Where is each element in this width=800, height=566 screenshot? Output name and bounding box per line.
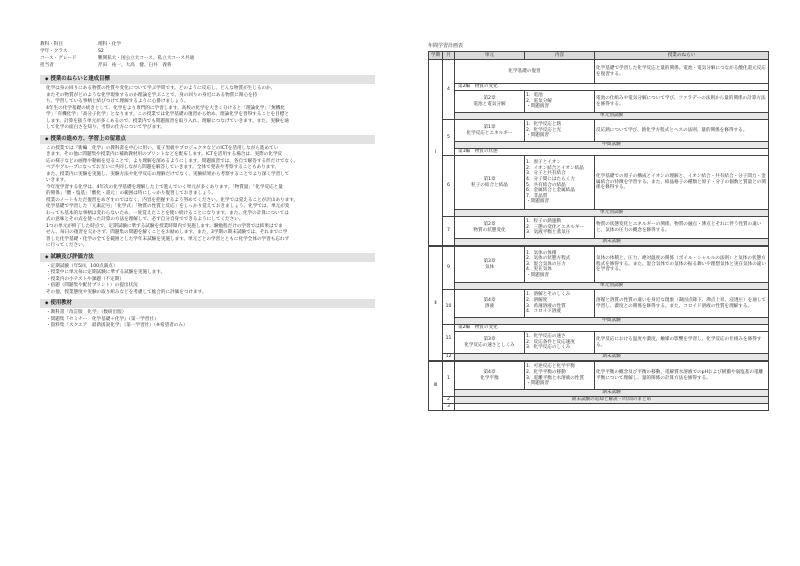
term-cell: Ⅰ	[429, 60, 443, 246]
meta-row	[40, 42, 375, 49]
unit-cell: 第4章 化学平衡	[455, 362, 525, 390]
table-row	[429, 247, 769, 283]
body-line: ・授業中に単元毎に定期試験に準ずる試験を実施します。	[46, 270, 166, 275]
month-cell: 10	[443, 290, 455, 325]
month-cell: 3	[443, 404, 455, 411]
term-cell: Ⅱ	[429, 247, 443, 361]
unit-cell: 化学基礎の復習	[455, 60, 595, 84]
table-header-row	[429, 52, 769, 60]
body-line: その他、授業態度や実験の取り組みなどを考慮して総合的に評価をつけます。	[46, 289, 207, 295]
body-line: します。計算を扱う単元が多くあるので、授業内でも問題演習を取り入れ、理解につなげていきます。また、実験を通	[46, 118, 289, 124]
unit-cell: 第2章 物質の状態変化	[455, 217, 525, 239]
meta-label: 学年・クラス	[40, 49, 68, 54]
aim-cell: 化学基礎で学習した化学反応と量的関係、電池・電気分解につながる酸化還元反応を復習する。	[595, 60, 769, 84]
month-cell: 6	[443, 156, 455, 217]
body-line: 学」「有機化学」「高分子化学」となります。この授業では化学基礎の復習から始め、理論化学を習得することを目標と	[46, 112, 289, 117]
band-cell: 第1編 物質の状態	[455, 149, 769, 156]
section-title: 使用教材	[50, 300, 73, 306]
band-cell: 期末試験の返却と解説・Ⅰ年間のまとめ	[455, 397, 769, 404]
table-row	[429, 156, 769, 210]
table-row	[429, 239, 769, 246]
table-row	[429, 290, 769, 318]
band-cell: 第2編 物質の変化	[455, 325, 769, 332]
table-row	[429, 404, 769, 411]
col-header: 月	[443, 52, 455, 60]
col-header: 学期	[429, 52, 443, 60]
aim-cell: 化学平衡の概念及び平衡の移動、電解質水溶液でのpHおよび緩衝や弱塩基の電離平衡について理解し、量的関係の計算方法を修得する。	[595, 362, 769, 390]
meta-row	[40, 56, 375, 63]
meta-row	[40, 49, 375, 56]
month-cell: 9	[443, 247, 455, 290]
section-body-materials	[46, 310, 375, 330]
body-line: ・宿題（問題集や配付プリント）の提出状況	[46, 283, 138, 288]
col-header: 単元	[455, 52, 525, 60]
band-cell: 中間試験	[455, 318, 769, 325]
body-line: ち、学習している事柄と結びつけて理解するように心掛けましょう。	[46, 99, 189, 104]
section-heading-evaluation	[40, 253, 375, 262]
body-line: ・教科書「改訂版 化学」（数研出版）	[46, 310, 127, 315]
body-line: 授業のノートもただ復習をめざすのではなく、内容を把握するよう努めてください。化学では覚えることが沢山あります。	[46, 197, 299, 203]
aim-cell: 化学反応における温度や濃度、触媒の影響を学習し、化学反応の仕組みを修得する。	[595, 332, 769, 354]
table-row	[429, 217, 769, 239]
month-cell: 5	[443, 120, 455, 156]
section-heading-method	[40, 135, 375, 144]
table-row	[429, 120, 769, 142]
body-line: 化学は身の回りにある物質の性質や変化について学ぶ学問です。どのように反応し、どんな物質が生じるのか、	[46, 86, 276, 91]
month-cell: 1	[443, 362, 455, 397]
table-row	[429, 318, 769, 325]
body-line: 1つの単元が終了した時点で、定期試験に準ずる試験を授業時間内で実施します。験勉程だけの学習では結果はでま	[46, 223, 283, 229]
body-line: ・資料集「スクエア 最新図説化学」（第一学習社）（※希望者のみ）	[46, 323, 188, 328]
body-line: ペアやグループになってお互いに共同しながら問題を解答していきます。全体で発表や考察することもあります。	[46, 165, 280, 170]
plan-title: 年間学習計画表	[428, 43, 464, 49]
section-heading-materials	[40, 299, 375, 308]
body-line: また、授業内に実験を実施し、実験方法や化学反応の理解だけでなく、実験結果から考察することでより深く学習して	[46, 171, 290, 177]
month-cell: 4	[443, 60, 455, 120]
content-cell: 1．粒子の熱運動 2．三態の変化とエネルギー 3．気液平衡と蒸気圧	[525, 217, 595, 239]
table-row	[429, 84, 769, 91]
month-cell: 12	[443, 354, 455, 361]
body-line: またその物質がどのような化学現象するのか理論を学ぶことで、身の回りの身近にある物質に関心を持	[46, 92, 258, 98]
band-cell: 中間試験	[455, 142, 769, 149]
body-line: きます。その他に問題集や授業内に補助教材用のプリントなどを配布します。ICTを活用する場合は、実際の化学反	[46, 152, 283, 157]
body-line: せん。毎日の復習を欠かさず、問題集の問題を解くことをお勧めします。また、3学期の期末試験では、それまでに学	[46, 230, 288, 235]
band-cell: 期末試験	[455, 354, 769, 361]
body-line: ・問題集『セミナー 化学基礎＋化学』（第一学習社）	[46, 316, 159, 322]
band-cell: 第2編 物質の変化	[455, 84, 769, 91]
aim-cell: 反応熱について学び、熱化学方程式とヘスの法則、量的関係を修得する。	[595, 120, 769, 142]
col-header: 授業のねらい	[595, 52, 769, 60]
table-row	[429, 390, 769, 397]
content-cell: 1．原子とイオン 2．イオン結合とイオン結晶 3．分子と共有結合 4．分子間にはたらく力 5．共有結合の結晶 6．金属結合と金属結晶 7．非晶質 ・問題演習	[525, 156, 595, 210]
body-line: わっても基本的な事柄は変わらないため、一度覚えたことを使い続けることになります。また、化学の計算については	[46, 210, 289, 216]
body-line: この授業では『新編 化学』の教科書を中心に用い、電子黒板やプロジェクタなどのICTを活用しながら進めてい	[46, 145, 279, 151]
meta-value: 理科・化学	[98, 42, 121, 47]
unit-cell: 第1章 粒子の結合と結晶	[455, 156, 525, 210]
aim-cell: 溶媒と溶質の性質の違いを身近な現象（凝固点降下、沸点上昇、浸透圧）を通して学習し、濃度との関係を修得する。また、コロイド溶液の性質を理解する。	[595, 290, 769, 318]
col-header: 内容	[525, 52, 595, 60]
band-cell: 期末試験	[455, 239, 769, 246]
body-line: 4年生の化学基礎の続きとして、化学をより専門的に学習します。高校の化学を大きく分けると「理論化学」「無機化	[46, 105, 286, 111]
table-row	[429, 210, 769, 217]
meta-label: 教科・科目	[40, 42, 63, 47]
aim-cell: 化学基礎での原子の構成とイオンの理解と、イオン結合・共有結合・分子間力・金属結合の特徴を学習する。また、結晶格子の種類と原子・分子の個数と質量との関係を修得する。	[595, 156, 769, 210]
section-title: 試験及び評価方法	[50, 253, 94, 260]
table-row	[429, 397, 769, 404]
month-cell: 2	[443, 397, 455, 404]
aim-cell: 電池の仕組みや電気分解について学び、ファラデーの法則から量的関係の計算方法を修得する。	[595, 91, 769, 113]
table-row	[429, 113, 769, 120]
content-cell: 1．可逆反応と化学平衡 2．化学平衡の移動 3．電離平衡と水溶液の性質 ・問題演習	[525, 362, 595, 390]
table-row	[429, 283, 769, 290]
course-meta	[40, 42, 375, 70]
plan-table	[428, 51, 769, 246]
table-row	[429, 142, 769, 149]
plan-table-2	[428, 246, 769, 361]
unit-cell: 第3章 気体	[455, 247, 525, 283]
unit-cell: 第1章 化学反応とエネルギー	[455, 120, 525, 142]
table-row	[429, 325, 769, 332]
section-title: 授業のねらいと達成目標	[50, 76, 110, 82]
band-cell: 単元別試験	[455, 283, 769, 290]
content-cell: 1．溶解とそのしくみ 2．溶解度 3．希薄溶液の性質 4．コロイド溶液	[525, 290, 595, 318]
plan-table-3	[428, 361, 769, 411]
section-body-evaluation	[46, 264, 375, 297]
section-heading-aims	[40, 75, 375, 84]
body-line: に行ってください。	[46, 243, 88, 248]
meta-label: コース・グレード	[40, 56, 77, 61]
body-line: 今年度学習する化学は、4年次の化学基礎を理解した上で進んでいく単元が多くあります。「物質量」「化学反応と量	[46, 184, 283, 190]
band-cell: 単元別試験	[455, 210, 769, 217]
body-line: 応の様子などの画像や動画を見ることで、より理解を深めるようにします。問題演習では、各自で解答する形だけでなく、	[46, 158, 299, 164]
content-cell: 1．電池 2．電気分解 ・問題演習	[525, 91, 595, 113]
term-cell: Ⅲ	[429, 362, 443, 411]
unit-cell: 第3章 化学反応の速さとしくみ	[455, 332, 525, 354]
body-line: 式の意味とその式を使った計算の方法を理解して、必ず自分自身でできるようにしてください。	[46, 217, 244, 222]
meta-value: 難関私大・国公立大コース、私立大コース共通	[98, 56, 195, 61]
table-row	[429, 354, 769, 361]
table-row	[429, 91, 769, 113]
body-line: いきます。	[46, 178, 69, 183]
month-cell: 11	[443, 325, 455, 354]
content-cell: 1．化学反応と熱 2．化学反応と光 ・問題演習	[525, 120, 595, 142]
aim-cell: 気体の体積と、圧力、絶対温度の関係（ボイル・シャルルの法則）と気体の状態方程式を修得する。また、混合気体での気体の振る舞いや理想気体と実在気体の違いを学習する。	[595, 247, 769, 283]
section-body-aims	[46, 86, 375, 132]
band-cell: 期末試験	[455, 390, 769, 397]
band-cell: 単元別試験	[455, 113, 769, 120]
body-line: 化学基礎で学習した「元素記号」「化学式」「物質の性質と反応」をしっかり覚えておきましょう。化学では、単元が変	[46, 204, 290, 209]
unit-cell: 第2章 電池と電気分解	[455, 91, 525, 113]
section-body-method	[46, 146, 375, 250]
diamond-icon: ◆	[45, 77, 49, 82]
meta-label: 担当者	[40, 63, 54, 68]
diamond-icon: ◆	[45, 301, 49, 306]
diamond-icon: ◆	[45, 136, 49, 142]
annual-plan	[428, 42, 768, 411]
meta-row	[40, 63, 375, 70]
body-line: して化学の面白さを知り、考察の仕方について学びます。	[46, 125, 165, 130]
body-line: ・授業内の小テストや課題（不定期）	[46, 276, 124, 282]
left-column	[40, 42, 375, 330]
content-cell: 1．気体の体積 2．気体の状態方程式 3．混合気体の圧力 4．実在気体 ・問題演習	[525, 247, 595, 283]
table-row	[429, 149, 769, 156]
month-cell: 7	[443, 217, 455, 246]
table-row	[429, 332, 769, 354]
section-title: 授業の進め方、学習上の留意点	[50, 135, 126, 142]
body-line: 的関係」「酸・塩基」「酸化・還元」の範囲は特にしっかり復習しておきましょう。	[46, 191, 216, 196]
diamond-icon: ◆	[45, 254, 49, 260]
body-line: 習した化学基礎・化学の全てを範囲とした学年末試験を実施します。単元ごとの学習とともに化学全体の学習も忘れず	[46, 236, 290, 242]
content-cell: 1．化学反応の速さ 2．反応条件と反応速度 3．化学反応のしくみ	[525, 332, 595, 354]
meta-value: 芹田 祐一、大高 健、臼井 義将	[98, 63, 172, 68]
body-line: ・定期試験（年5回、100点満点）	[46, 263, 118, 269]
table-row	[429, 60, 769, 84]
meta-value: S2	[98, 49, 104, 54]
unit-cell: 第4章 溶液	[455, 290, 525, 318]
empty-cell	[455, 404, 769, 411]
aim-cell: 物質の状態変化とエネルギーの関係、物質の融点・沸点とそれに伴う性質の違いと、気体の圧力の概念を修得する。	[595, 217, 769, 239]
table-row	[429, 362, 769, 390]
